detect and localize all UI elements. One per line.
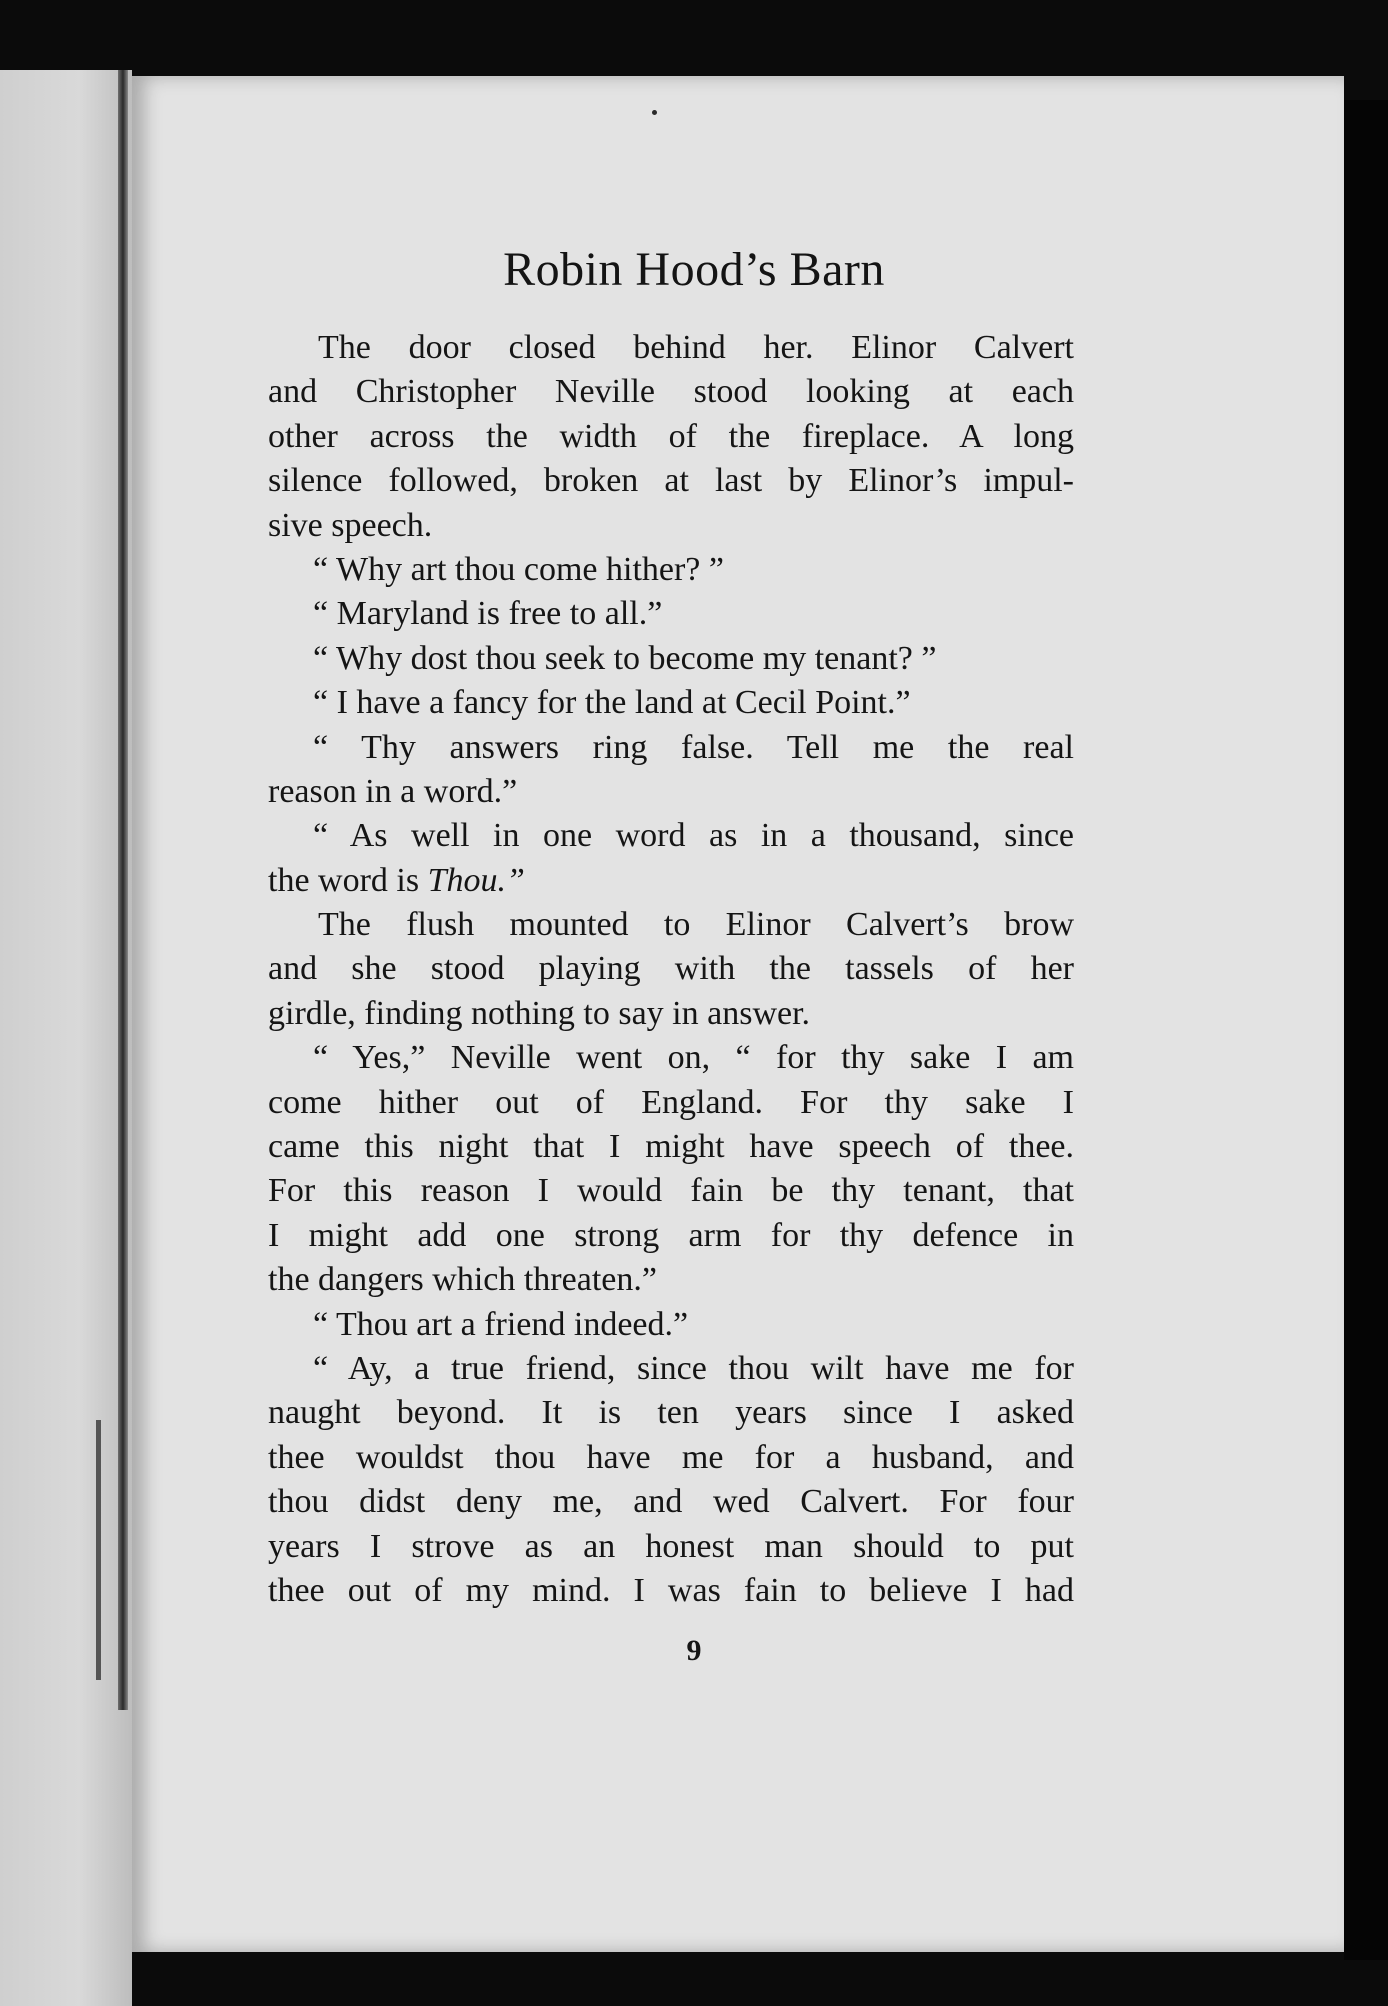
text-line: thee wouldst thou have me for a husband, and bbox=[268, 1438, 1074, 1476]
text-fragment: the word is bbox=[268, 861, 428, 899]
text-line: “ Thy answers ring false. Tell me the real bbox=[313, 728, 1074, 766]
text-line: “ Thou art a friend indeed.” bbox=[313, 1305, 689, 1343]
text-line: other across the width of the fireplace. A long bbox=[268, 417, 1074, 455]
text-line: “ I have a fancy for the land at Cecil Point.” bbox=[313, 684, 911, 722]
text-line: “ Yes,” Neville went on, “ for thy sake I am bbox=[313, 1039, 1074, 1077]
book-spine-shadow bbox=[118, 70, 128, 1710]
page-title: Robin Hood’s Barn bbox=[503, 243, 885, 296]
text-line: come hither out of England. For thy sake I bbox=[268, 1083, 1074, 1121]
text-line: years I strove as an honest man should to put bbox=[268, 1527, 1074, 1565]
text-line: “ Ay, a true friend, since thou wilt have me for bbox=[313, 1349, 1074, 1387]
text-line: The flush mounted to Elinor Calvert’s brow bbox=[318, 906, 1074, 944]
scan-speck bbox=[652, 110, 657, 115]
text-line: “ Maryland is free to all.” bbox=[313, 595, 663, 633]
body-text bbox=[268, 326, 1074, 1613]
scan-border-right bbox=[1344, 100, 1388, 1960]
text-line: silence followed, broken at last by Elinor’s impul- bbox=[268, 462, 1074, 500]
text-line: reason in a word.” bbox=[268, 772, 518, 810]
text-line: thou didst deny me, and wed Calvert. For four bbox=[268, 1483, 1074, 1521]
text-line: I might add one strong arm for thy defence in bbox=[268, 1216, 1074, 1254]
text-line: “ Why dost thou seek to become my tenant? ” bbox=[313, 639, 937, 677]
text-line: and she stood playing with the tassels of her bbox=[268, 950, 1074, 988]
text-line: girdle, finding nothing to say in answer. bbox=[268, 994, 811, 1032]
text-line: “ Why art thou come hither? ” bbox=[313, 550, 724, 588]
page-number: 9 bbox=[686, 1634, 702, 1667]
text-line: “ As well in one word as in a thousand, since bbox=[313, 817, 1074, 855]
text-line bbox=[268, 859, 1074, 903]
text-line: The door closed behind her. Elinor Calvert bbox=[318, 329, 1074, 366]
text-line: sive speech. bbox=[268, 506, 433, 544]
text-line: thee out of my mind. I was fain to believe I had bbox=[268, 1571, 1074, 1609]
left-page-gutter bbox=[0, 70, 132, 2006]
text-line: came this night that I might have speech of thee. bbox=[268, 1128, 1074, 1166]
text-line: naught beyond. It is ten years since I asked bbox=[268, 1394, 1074, 1432]
text-line: For this reason I would fain be thy tenant, that bbox=[268, 1172, 1074, 1210]
italic-word: Thou.” bbox=[427, 861, 525, 899]
text-line: the dangers which threaten.” bbox=[268, 1261, 657, 1299]
text-line: and Christopher Neville stood looking at each bbox=[268, 373, 1074, 411]
